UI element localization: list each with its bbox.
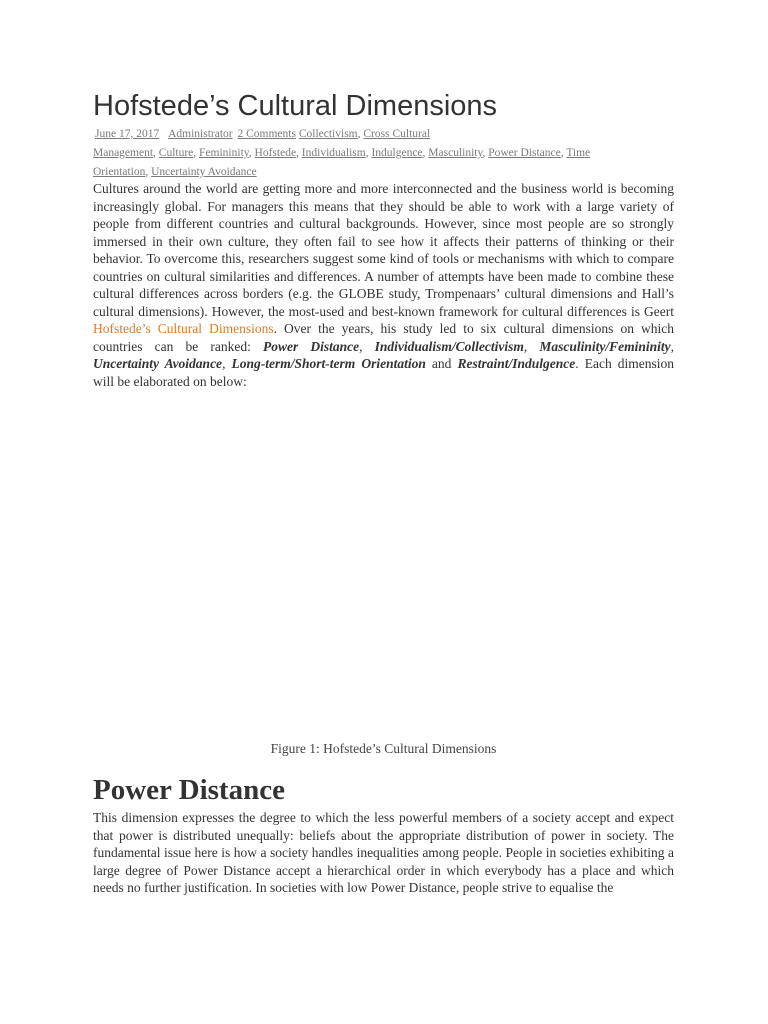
tag-link-uncertainty-avoidance[interactable]: Uncertainty Avoidance <box>151 166 257 178</box>
tag-link-indulgence[interactable]: Indulgence <box>371 147 423 159</box>
post-comments-link[interactable]: 2 Comments <box>237 128 296 140</box>
dimension-long-term-orientation: Long-term/Short-term Orientation <box>231 356 426 371</box>
dimension-individualism: Individualism/Collectivism <box>374 338 524 354</box>
tag-link-cross-cultural[interactable]: Cross Cultural <box>363 128 431 140</box>
separator: , <box>523 338 540 354</box>
tag-link-hofstede[interactable]: Hofstede <box>254 147 297 159</box>
separator: , <box>359 338 375 354</box>
intro-paragraph <box>93 180 674 390</box>
tag-link-time[interactable]: Time <box>566 147 591 159</box>
tag-link-power-distance[interactable]: Power Distance <box>488 147 561 159</box>
intro-text: Cultures around the world are getting more and more interconnected and the business world is becoming increasingly global. For managers this means that they should be able to work with a large variety of people from different countries and cultural backgrounds. However, since most people are so strongly immersed in their own culture, they often fail to see how it affects their patterns of thinking or their behavior. To overcome this, researchers suggest some kind of tools or mechanisms with which to compare countries on cultural similarities and differences. A number of attempts have been made to combine these cultural differences across borders (e.g. the GLOBE study, Trompenaars’ cultural dimensions and Hall’s cultural dimensions). However, the most-used and best-known framework for cultural differences is Geert <box>93 181 674 319</box>
dimension-restraint-indulgence: Restraint/Indulgence <box>457 356 576 371</box>
post-meta-line-2: Management, Culture, Femininity, Hofstede, Individualism, Indulgence, Masculinity, Power Distance, Time <box>93 147 591 159</box>
tag-link-individualism[interactable]: Individualism <box>301 147 366 159</box>
tag-link-culture[interactable]: Culture <box>158 147 194 159</box>
dimension-masculinity: Masculinity/Femininity <box>539 338 671 354</box>
tag-link-masculinity[interactable]: Masculinity <box>428 147 483 159</box>
post-date-link[interactable]: June 17, 2017 <box>95 128 160 140</box>
power-distance-paragraph: This dimension expresses the degree to which the less powerful members of a society accept and expect that power is distributed unequally: beliefs about the appropriate distribution of power in society. The fundamental issue here is how a society handles inequalities among people. People in societies exhibiting a large degree of Power Distance accept a hierarchical order in which everybody has a place and which needs no further justification. In societies with low Power Distance, people strive to equalise the <box>93 810 674 895</box>
hofstede-dimensions-link[interactable]: Hofstede’s Cultural Dimensions <box>93 321 274 336</box>
tag-link-management[interactable]: Management <box>93 147 154 159</box>
post-meta-line-3: Orientation, Uncertainty Avoidance <box>93 166 257 178</box>
figure-caption: Figure 1: Hofstede’s Cultural Dimensions <box>270 741 497 756</box>
separator: , <box>670 338 674 354</box>
tag-link-femininity[interactable]: Femininity <box>199 147 249 159</box>
intro-text-end: . Each dimension will be elaborated on below: <box>93 356 675 389</box>
article-title: Hofstede’s Cultural Dimensions <box>93 90 498 122</box>
dimension-power-distance: Power Distance <box>262 338 360 354</box>
section-heading-power-distance: Power Distance <box>93 774 285 806</box>
tag-link-orientation[interactable]: Orientation <box>93 166 146 178</box>
tag-link-collectivism[interactable]: Collectivism <box>298 128 358 140</box>
dimension-uncertainty-avoidance: Uncertainty Avoidance <box>93 356 223 371</box>
intro-text-cont: . Over the years, his study led to six cultural dimensions on which countries can be ranked: <box>93 321 675 354</box>
post-meta-line-1: June 17, 2017 Administrator 2 Comments Collectivism, Cross Cultural <box>95 128 431 140</box>
separator: and <box>425 356 458 371</box>
post-author-link[interactable]: Administrator <box>168 128 233 140</box>
separator: , <box>222 356 232 371</box>
figure-image-placeholder <box>93 432 674 728</box>
